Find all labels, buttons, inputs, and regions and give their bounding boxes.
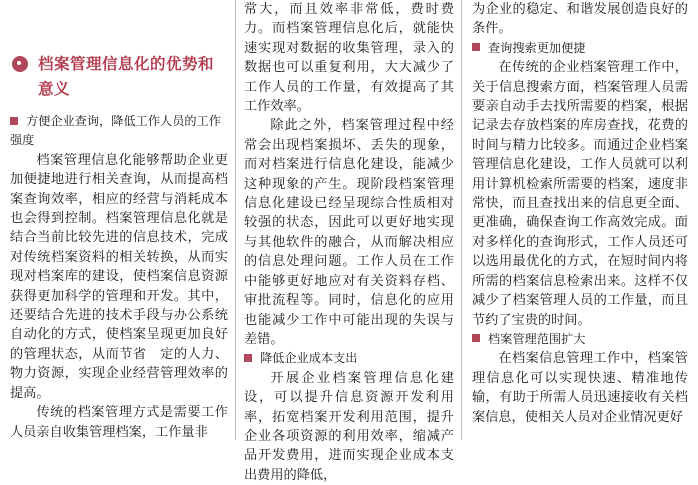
subsection-heading — [10, 112, 228, 151]
paragraph: 档案管理信息化能够帮助企业更加便捷地进行相关查询，从而提高档案查询效率，相应的经营与消耗成本也会得到控制。档案管理信息化就是结合当前比较先进的信息技术，完成对传统档案资料的相关转换，从而实现对档案库的建设，使档案信息资源获得更加科学的管理和开发。其中，还要结合先进的技术手段与办公系统自动化的方式，使档案呈现更加良好的管理状态，从而节省 定的人力、物力资源，实现企业经营管理效率的提高。 — [10, 152, 228, 401]
column-3 — [472, 0, 688, 440]
paragraph: 在传统的企业档案管理工作中，关于信息搜索方面，档案管理人员需要亲自动手去找所需要的档案，根据记录去存放档案的库房查找，花费的时间与精力比较多。而通过企业档案管理信息化建设，工作人员就可以利用计算机检索所需要的档案，速度非常快，而且查找出来的信息更全面、更准确，确保查询工作高效完成。面对多样化的查询形式，工作人员还可以选用最优化的方式，在短时间内将所需的档案信息检索出来。这样不仅减少了档案管理人员的工作量，而且节约了宝贵的时间。 — [472, 60, 688, 328]
square-bullet-icon — [472, 43, 480, 51]
paragraph: 开展企业档案管理信息化建设，可以提升信息资源开发利用率，拓宽档案开发利用范围，提升企业各项资源的利用效率，缩减产品开发费用，进而实现企业成本支出费用的降低， — [244, 370, 454, 483]
square-bullet-icon — [244, 354, 252, 362]
subsection-title: 降低企业成本支出 — [260, 351, 358, 366]
square-bullet-icon — [10, 117, 18, 125]
column-2 — [244, 0, 454, 483]
subsection-heading — [244, 349, 454, 368]
column-1 — [10, 0, 228, 440]
subsection-title: 档案管理范围扩大 — [488, 331, 586, 346]
subsection-heading — [472, 39, 688, 58]
section-heading — [10, 52, 228, 102]
subsection-title: 查询搜索更加便捷 — [488, 40, 586, 55]
square-bullet-icon — [472, 334, 480, 342]
paragraph: 在档案信息管理工作中，档案管理信息化可以实现快速、精准地传输，有助于所需人员迅速接收有关档案信息，使相关人员对企业情况更好 — [472, 351, 688, 425]
paragraph-continued: 为企业的稳定、和谐发展创造良好的条件。 — [472, 2, 688, 37]
paragraph-continued: 常大，而且效率非常低，费时费力。而档案管理信息化后，就能快速实现对数据的收集管理，录入的数据也可以重复利用，大大减少了工作人员的工作量，有效提高了其工作效率。 — [244, 2, 454, 115]
paragraph: 除此之外，档案管理过程中经常会出现档案损坏、丢失的现象，而对档案进行信息化建设，能减少这种现象的产生。现阶段档案管理信息化建设已经呈现综合性质相对较强的状态，因此可以更好地实现与其他软件的融合，从而解决相应的信息处理问题。工作人员在工作中能够更好地应对有关资料存档、审批流程等。同时，信息化的应用也能减少工作中可能出现的失误与差错。 — [244, 118, 454, 347]
subsection-title: 方便企业查询，降低工作人员的工作强度 — [10, 114, 221, 148]
column-divider-2 — [461, 0, 462, 440]
paragraph: 传统的档案管理方式是需要工作人员亲自收集管理档案，工作量非 — [10, 405, 228, 440]
section-title: 档案管理信息化的优势和意义 — [38, 55, 215, 98]
subsection-heading — [472, 330, 688, 349]
column-divider-1 — [235, 0, 236, 440]
target-bullet-icon — [12, 56, 28, 72]
